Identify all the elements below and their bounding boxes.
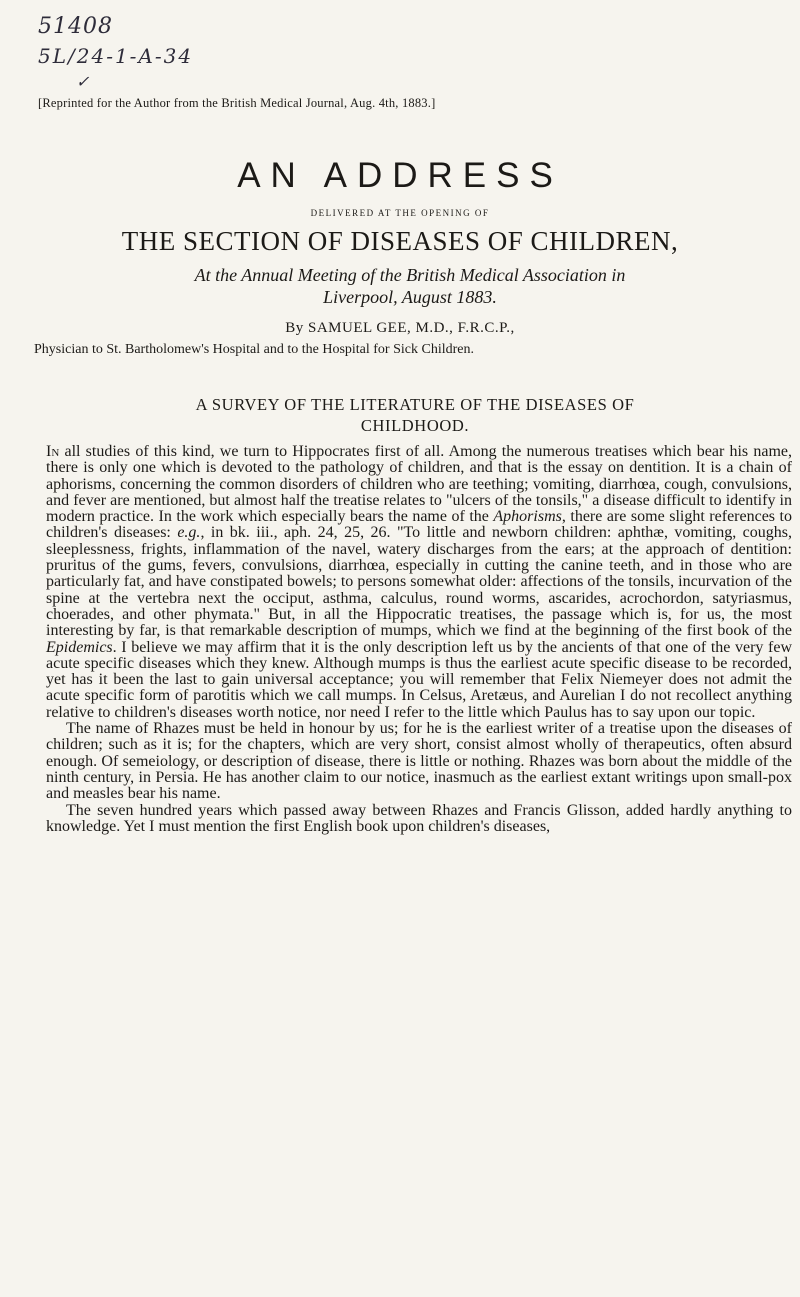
section-heading: THE SECTION OF DISEASES OF CHILDREN, [121, 226, 679, 256]
delivered-subtitle: DELIVERED AT THE OPENING OF [310, 208, 490, 218]
paragraph-hippocrates: In all studies of this kind, we turn to Hippocrates first of all. Among the numerous treatises which bear his name, there is only one which is devoted to the pathology of children, and that is the essay on dentition. It is a chain of aphorisms, concerning the common disorders of children who are teething; vomiting, diarrhœa, cough, convulsions, and fever are mentioned, but almost half the treatise relates to "ulcers of the tonsils," a disease difficult to identify in modern practice. In the work which especially bears the name of the Aphorisms, there are some slight references to children's diseases: e.g., in bk. iii., aph. 24, 25, 26. "To little and newborn children: aphthæ, vomiting, coughs, sleeplessness, frights, inflammation of the navel, watery discharges from the ears; at the approach of dentition: pruritus of the gums, fevers, convulsions, diarrhœa, especially in cutting the canine teeth, and in those who are particularly fat, and have constipated bowels; to persons somewhat older: affections of the tonsils, incurvation of the spine at the vertebra next the occiput, asthma, calculus, round worms, ascarides, acrochordon, satyriasmus, choerades, and other phymata." But, in all the Hippocratic treatises, the passage which is, for us, the most interesting by far, is that remarkable description of mumps, which we find at the beginning of the first book of the Epidemics. I believe we may affirm that it is the only description left us by the ancients of that one of the very few acute specific diseases which they knew. Although mumps is thus the earliest acute specific disease to be recorded, yet has it been the last to gain universal acceptance; you will remember that Felix Niemeyer does not admit the acute specific form of parotitis which we call mumps. In Celsus, Aretæus, and Aurelian I do not recollect anything relative to children's diseases worth notice, nor need I refer to the little which Paulus has to say upon our topic. [46, 443, 792, 721]
survey-heading-line1: A SURVEY OF THE LITERATURE OF THE DISEASES OF [195, 395, 635, 414]
paragraph-lead-word: In [46, 443, 60, 460]
paragraph-rhazes: The name of Rhazes must be held in honour by us; for he is the earliest writer of a treatise upon the diseases of children; such as it is; for the chapters, which are very short, consist almost wholly of therapeutics, often absurd enough. Of semeiology, or description of disease, there is little or nothing. Rhazes was born about the middle of the ninth century, in Persia. He has another claim to our notice, inasmuch as the earliest extant writings upon small-pox and measles bear his name. [46, 720, 792, 803]
article-body [46, 444, 792, 835]
handwritten-accession-number: 51408 [38, 14, 113, 39]
author-byline: By SAMUEL GEE, M.D., F.R.C.P., [285, 320, 515, 336]
paragraph-glisson: The seven hundred years which passed away between Rhazes and Francis Glisson, added hardly anything to knowledge. Yet I must mention the first English book upon children's diseases, [46, 801, 792, 835]
page-title: AN ADDRESS [237, 156, 563, 195]
meeting-info [20, 264, 800, 308]
handwritten-shelf-mark: 5L/24-1-A-34 [38, 44, 194, 68]
author-affiliation: Physician to St. Bartholomew's Hospital and to the Hospital for Sick Children. [34, 342, 474, 357]
meeting-place: Liverpool, August 1883. [323, 287, 497, 307]
handwritten-check-mark: ✓ [76, 72, 90, 91]
reprint-note: [Reprinted for the Author from the British Medical Journal, Aug. 4th, 1883.] [38, 96, 436, 110]
survey-heading [30, 394, 800, 436]
meeting-line: At the Annual Meeting of the British Medical Association in [194, 265, 626, 285]
survey-heading-line2: CHILDHOOD. [360, 416, 470, 435]
